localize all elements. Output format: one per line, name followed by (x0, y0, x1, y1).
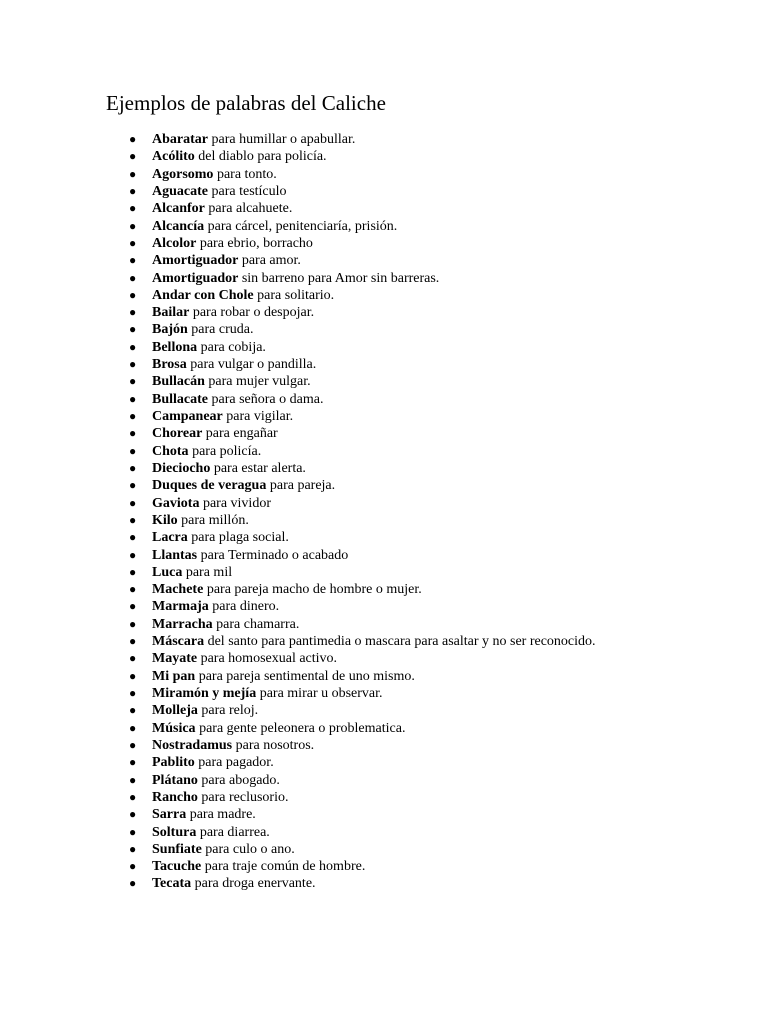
entry-text (152, 443, 261, 460)
entry-definition: para vigilar. (222, 409, 294, 424)
bullet-icon: ● (129, 201, 137, 216)
entry-definition: para engañar (202, 426, 278, 442)
entry-text (152, 720, 405, 737)
bullet-icon: ● (129, 270, 137, 285)
entry-term: Amortiguador (152, 270, 239, 286)
entry-term: Marmaja (152, 599, 209, 615)
entry-definition: para droga enervante. (191, 876, 316, 892)
page-title: Ejemplos de palabras del Caliche (106, 91, 386, 115)
entry-text (152, 460, 306, 477)
entry-term: Chota (152, 443, 189, 459)
entry-definition: del santo para pantimedia o mascara para asaltar y no ser reconocido. (204, 634, 596, 650)
entry-definition: para diarrea. (196, 824, 270, 840)
entry-term: Gaviota (152, 495, 200, 511)
entry-term: Llantas (152, 547, 198, 563)
bullet-icon: ● (129, 478, 137, 493)
entry-definition: para vividor (199, 495, 271, 511)
entry-definition: para policía. (188, 443, 262, 459)
entry-definition: para pareja. (266, 478, 336, 494)
bullet-icon: ● (129, 426, 137, 441)
entry-text (152, 529, 289, 546)
entry-term: Amortiguador (152, 253, 239, 269)
entry-term: Alcolor (152, 235, 197, 251)
bullet-icon: ● (129, 460, 137, 475)
entry-definition: para ebrio, borracho (196, 235, 313, 251)
entry-text (152, 668, 415, 685)
entry-definition: para chamarra. (212, 616, 300, 632)
entry-text (152, 598, 279, 615)
entry-term: Sunfiate (152, 841, 202, 857)
entry-definition: para mirar u observar. (256, 686, 383, 701)
bullet-icon: ● (129, 841, 137, 856)
entry-text (152, 564, 232, 581)
entry-term: Luca (152, 564, 183, 580)
bullet-icon: ● (129, 512, 137, 527)
entry-text (152, 270, 439, 287)
entry-text (152, 581, 422, 598)
entry-text (152, 235, 313, 252)
entry-definition: para alcahuete. (204, 201, 293, 217)
entry-term: Duques de veragua (152, 478, 267, 494)
entry-term: Máscara (152, 634, 205, 650)
entry-text (152, 373, 311, 390)
entry-definition: para reloj. (197, 703, 259, 719)
bullet-icon: ● (129, 824, 137, 839)
entry-term: Mayate (152, 651, 198, 667)
entry-text (152, 616, 299, 633)
entry-text (152, 321, 253, 338)
entry-definition: para reclusorio. (197, 789, 289, 805)
entry-definition: para pagador. (194, 755, 274, 771)
bullet-icon: ● (129, 166, 137, 181)
entry-text (152, 200, 292, 217)
entry-term: Brosa (152, 357, 187, 373)
entry-text (152, 495, 271, 512)
entry-definition: para dinero. (208, 599, 280, 615)
bullet-icon: ● (129, 876, 137, 891)
bullet-icon: ● (129, 374, 137, 389)
entry-definition: para testículo (208, 183, 287, 199)
entry-text (152, 702, 258, 719)
entry-term: Chorear (152, 426, 203, 442)
entry-definition: para pareja sentimental de uno mismo. (195, 668, 415, 684)
bullet-icon: ● (129, 651, 137, 666)
bullet-icon: ● (129, 547, 137, 562)
entry-term: Abaratar (152, 132, 208, 147)
entry-term: Agorsomo (152, 166, 214, 182)
entry-term: Bajón (152, 322, 188, 338)
entry-term: Rancho (152, 789, 198, 805)
entry-text (152, 754, 274, 771)
bullet-icon: ● (129, 755, 137, 770)
entry-term: Bullacán (152, 374, 205, 390)
entry-text (152, 166, 277, 183)
bullet-icon: ● (129, 807, 137, 822)
entry-definition: para pareja macho de hombre o mujer. (203, 582, 422, 598)
entry-term: Kilo (152, 512, 178, 528)
bullet-icon: ● (129, 634, 137, 649)
entry-term: Aguacate (152, 183, 208, 199)
entry-definition: para millón. (177, 512, 249, 528)
entry-definition: para nosotros. (232, 737, 315, 753)
entry-term: Bailar (152, 305, 190, 321)
entry-text (152, 339, 266, 356)
entry-text (152, 148, 327, 165)
entry-term: Soltura (152, 824, 197, 840)
entry-definition: para vulgar o pandilla. (186, 357, 317, 373)
entry-term: Lacra (152, 530, 188, 546)
bullet-icon: ● (129, 287, 137, 302)
entry-term: Molleja (152, 703, 198, 719)
bullet-icon: ● (129, 183, 137, 198)
entry-definition: para señora o dama. (208, 391, 324, 407)
bullet-icon: ● (129, 218, 137, 233)
bullet-icon: ● (129, 789, 137, 804)
entry-definition: para homosexual activo. (197, 651, 338, 667)
entry-text (152, 685, 383, 702)
bullet-icon: ● (129, 737, 137, 752)
entry-text (152, 252, 301, 269)
entry-definition: para cobija. (197, 339, 266, 355)
entry-text (152, 789, 288, 806)
bullet-icon: ● (129, 391, 137, 406)
entry-definition: para Terminado o acabado (197, 547, 349, 563)
entry-definition: para mujer vulgar. (204, 374, 311, 390)
entry-text (152, 425, 278, 442)
entry-definition: sin barreno para Amor sin barreras. (238, 270, 440, 286)
entry-definition: para solitario. (253, 287, 335, 303)
entry-text (152, 547, 348, 564)
entry-text (152, 131, 355, 148)
entry-text (152, 858, 365, 875)
bullet-icon: ● (129, 235, 137, 250)
bullet-icon: ● (129, 564, 137, 579)
entry-term: Campanear (152, 409, 223, 424)
entry-definition: para plaga social. (187, 530, 289, 546)
bullet-icon: ● (129, 495, 137, 510)
entry-text (152, 218, 397, 235)
bullet-icon: ● (129, 668, 137, 683)
entry-text (152, 183, 287, 200)
entry-text (152, 477, 335, 494)
entry-definition: para madre. (186, 807, 256, 823)
entry-definition: para tonto. (213, 166, 277, 182)
entry-definition: del diablo para policía. (194, 149, 327, 165)
bullet-icon: ● (129, 305, 137, 320)
entry-definition: para traje común de hombre. (201, 859, 366, 875)
entry-term: Alcancía (152, 218, 205, 234)
entry-term: Nostradamus (152, 737, 233, 753)
entry-text (152, 304, 314, 321)
entry-definition: para amor. (238, 253, 301, 269)
entry-definition: para abogado. (197, 772, 280, 788)
entry-term: Machete (152, 582, 204, 598)
bullet-icon: ● (129, 582, 137, 597)
bullet-icon: ● (129, 443, 137, 458)
entry-text (152, 824, 270, 841)
bullet-icon: ● (129, 132, 137, 146)
entry-text (152, 737, 314, 754)
entry-term: Andar con Chole (152, 287, 254, 303)
entry-term: Dieciocho (152, 460, 211, 476)
entry-term: Música (152, 720, 196, 736)
entry-definition: para gente peleonera o problematica. (195, 720, 406, 736)
bullet-icon: ● (129, 339, 137, 354)
entry-term: Acólito (152, 149, 195, 165)
entry-definition: para humillar o apabullar. (208, 132, 356, 147)
bullet-icon: ● (129, 357, 137, 372)
entry-term: Plátano (152, 772, 198, 788)
entry-term: Miramón y mejía (152, 686, 257, 701)
entry-text (152, 512, 249, 529)
entry-definition: para cárcel, penitenciaría, prisión. (204, 218, 398, 234)
entry-text (152, 875, 316, 892)
entry-term: Bullacate (152, 391, 208, 407)
bullet-icon: ● (129, 253, 137, 268)
entry-term: Alcanfor (152, 201, 205, 217)
entry-text (152, 633, 596, 650)
bullet-icon: ● (129, 599, 137, 614)
bullet-icon: ● (129, 409, 137, 423)
entry-text (152, 841, 295, 858)
entry-text (152, 408, 293, 425)
entry-definition: para cruda. (187, 322, 254, 338)
entry-definition: para culo o ano. (201, 841, 295, 857)
entry-text (152, 287, 334, 304)
entry-term: Bellona (152, 339, 198, 355)
entry-term: Marracha (152, 616, 213, 632)
bullet-icon: ● (129, 720, 137, 735)
entry-term: Tacuche (152, 859, 202, 875)
bullet-icon: ● (129, 772, 137, 787)
bullet-icon: ● (129, 703, 137, 718)
entry-text (152, 650, 337, 667)
entry-text (152, 391, 323, 408)
entry-term: Sarra (152, 807, 187, 823)
entry-text (152, 806, 256, 823)
entry-term: Tecata (152, 876, 192, 892)
bullet-icon: ● (129, 149, 137, 164)
entry-definition: para estar alerta. (210, 460, 306, 476)
entry-term: Pablito (152, 755, 195, 771)
entry-text (152, 356, 316, 373)
entry-definition: para mil (182, 564, 233, 580)
bullet-icon: ● (129, 530, 137, 545)
bullet-icon: ● (129, 859, 137, 874)
bullet-icon: ● (129, 686, 137, 700)
bullet-icon: ● (129, 322, 137, 337)
entry-term: Mi pan (152, 668, 196, 684)
bullet-icon: ● (129, 616, 137, 631)
entry-definition: para robar o despojar. (189, 305, 315, 321)
entry-text (152, 772, 280, 789)
